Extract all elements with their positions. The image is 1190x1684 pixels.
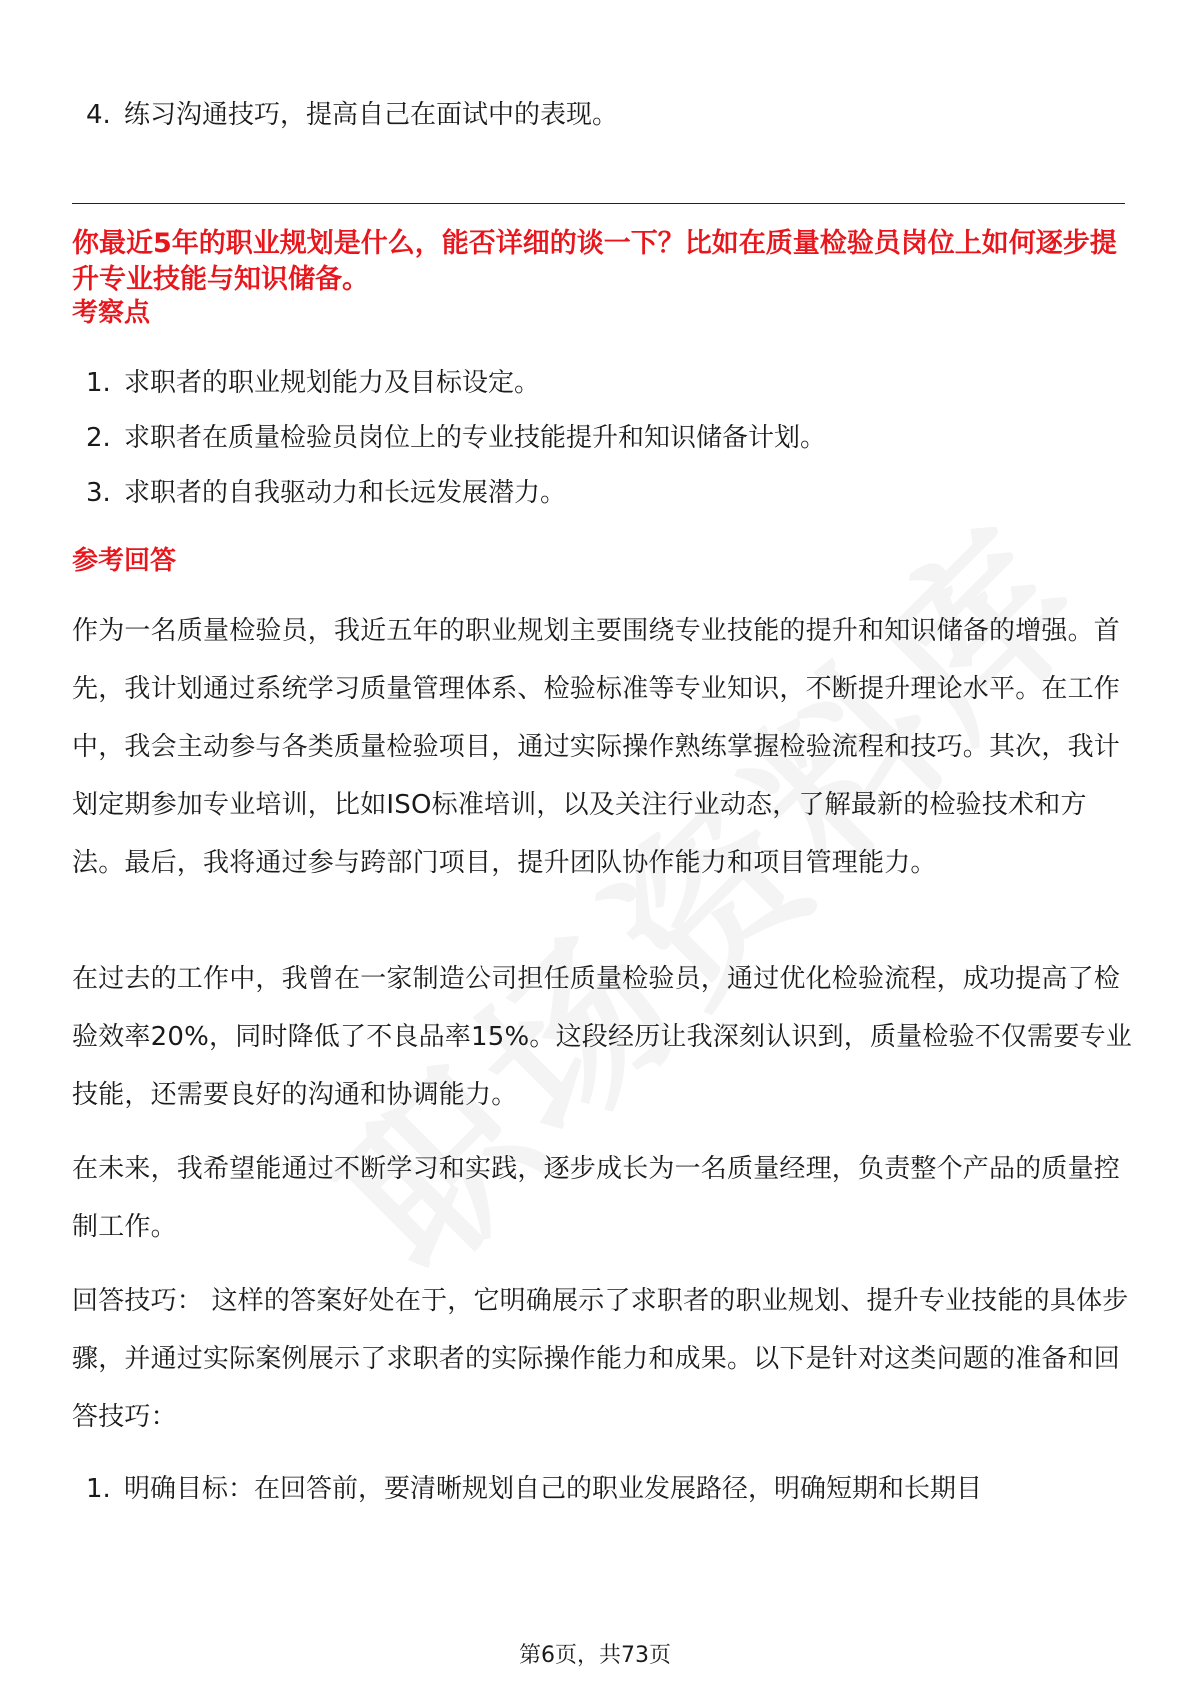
focus-item-2 — [86, 421, 826, 455]
focus-item-3 — [86, 476, 566, 510]
list-text: 明确目标：在回答前，要清晰规划自己的职业发展路径，明确短期和长期目 — [124, 1474, 983, 1504]
list-number: 3. — [86, 478, 111, 508]
list-text: 求职者在质量检验员岗位上的专业技能提升和知识储备计划。 — [124, 423, 827, 453]
section-divider — [72, 203, 1125, 204]
list-number: 1. — [86, 1474, 111, 1504]
list-text: 求职者的自我驱动力和长远发展潜力。 — [124, 478, 567, 508]
page-number-footer: 第6页，共73页 — [519, 1643, 671, 1668]
focus-heading: 考察点 — [72, 298, 151, 328]
list-item-prev-4 — [86, 98, 618, 132]
list-text: 练习沟通技巧，提高自己在面试中的表现。 — [124, 100, 619, 130]
list-number: 2. — [86, 423, 111, 453]
answer-paragraph-1: 作为一名质量检验员，我近五年的职业规划主要围绕专业技能的提升和知识储备的增强。首先，我计划通过系统学习质量管理体系、检验标准等专业知识，不断提升理论水平。在工作中，我会主动参与各类质量检验项目，通过实际操作熟练掌握检验流程和技巧。其次，我计划定期参加专业培训，比如ISO标准培训，以及关注行业动态，了解最新的检验技术和方法。最后，我将通过参与跨部门项目，提升团队协作能力和项目管理能力。 — [72, 616, 1121, 878]
answer-paragraph-3: 在未来，我希望能通过不断学习和实践，逐步成长为一名质量经理，负责整个产品的质量控制工作。 — [72, 1154, 1121, 1242]
tip-item-1 — [86, 1472, 982, 1506]
answer-heading: 参考回答 — [72, 546, 177, 576]
interview-question: 你最近5年的职业规划是什么，能否详细的谈一下？比如在质量检验员岗位上如何逐步提升专业技能与知识储备。 — [72, 228, 1117, 295]
list-number: 4. — [86, 100, 111, 130]
list-text: 求职者的职业规划能力及目标设定。 — [124, 368, 541, 398]
list-number: 1. — [86, 368, 111, 398]
answer-paragraph-2: 在过去的工作中，我曾在一家制造公司担任质量检验员，通过优化检验流程，成功提高了检验效率20%，同时降低了不良品率15%。这段经历让我深刻认识到，质量检验不仅需要专业技能，还需要良好的沟通和协调能力。 — [72, 964, 1132, 1110]
answer-tips-paragraph: 回答技巧： 这样的答案好处在于，它明确展示了求职者的职业规划、提升专业技能的具体步骤，并通过实际案例展示了求职者的实际操作能力和成果。以下是针对这类问题的准备和回答技巧： — [72, 1286, 1129, 1432]
focus-item-1 — [86, 366, 540, 400]
